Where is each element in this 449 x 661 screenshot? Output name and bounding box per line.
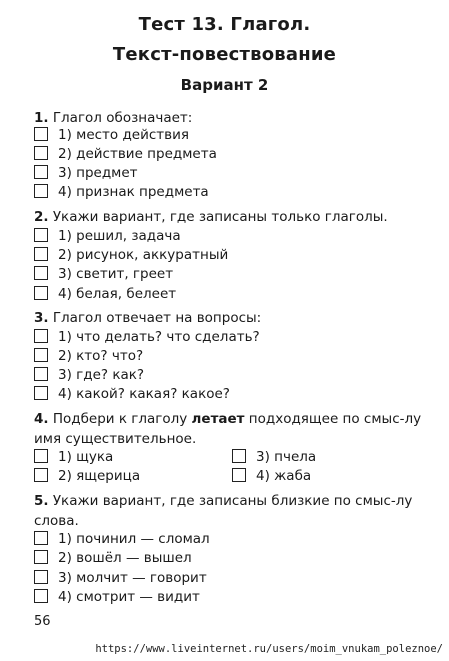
checkbox[interactable] bbox=[34, 550, 48, 564]
option-label: 1) место действия bbox=[58, 127, 190, 143]
option-label: 4) смотрит — видит bbox=[58, 589, 200, 605]
question-number: 4. bbox=[34, 411, 49, 427]
option-label: 4) жаба bbox=[256, 468, 312, 484]
q2-option-3[interactable] bbox=[34, 265, 173, 283]
option-label: 4) признак предмета bbox=[58, 184, 209, 200]
option-label: 1) щука bbox=[58, 449, 114, 465]
checkbox[interactable] bbox=[34, 165, 48, 179]
checkbox[interactable] bbox=[34, 570, 48, 584]
source-url: https://www.liveinternet.ru/users/moim_vnukam_poleznoe/ bbox=[95, 643, 443, 655]
checkbox[interactable] bbox=[34, 266, 48, 280]
question-5 bbox=[34, 491, 429, 531]
q2-option-4[interactable] bbox=[34, 285, 176, 303]
option-label: 4) какой? какая? какое? bbox=[58, 386, 230, 402]
checkbox[interactable] bbox=[34, 228, 48, 242]
question-number: 2. bbox=[34, 209, 49, 225]
page-number: 56 bbox=[34, 614, 51, 629]
checkbox[interactable] bbox=[34, 468, 48, 482]
question-2 bbox=[34, 207, 429, 227]
question-text-after: подходящее по смыс-лу имя существительное. bbox=[34, 411, 422, 447]
question-keyword: летает bbox=[191, 411, 245, 427]
question-text: Укажи вариант, где записаны близкие по смыс-лу слова. bbox=[34, 493, 413, 529]
checkbox[interactable] bbox=[34, 247, 48, 261]
question-number: 5. bbox=[34, 493, 49, 509]
checkbox[interactable] bbox=[34, 146, 48, 160]
option-label: 1) что делать? что сделать? bbox=[58, 329, 260, 345]
q1-option-4[interactable] bbox=[34, 183, 209, 201]
q3-option-2[interactable] bbox=[34, 347, 143, 365]
q5-option-4[interactable] bbox=[34, 588, 200, 606]
q4-option-2[interactable] bbox=[34, 467, 140, 485]
title-line-1: Тест 13. Глагол. bbox=[138, 14, 311, 35]
q2-option-2[interactable] bbox=[34, 246, 228, 264]
checkbox[interactable] bbox=[34, 348, 48, 362]
checkbox[interactable] bbox=[34, 286, 48, 300]
question-text: Глагол обозначает: bbox=[48, 110, 193, 126]
checkbox[interactable] bbox=[34, 367, 48, 381]
q1-option-3[interactable] bbox=[34, 164, 138, 182]
q3-option-1[interactable] bbox=[34, 328, 260, 346]
checkbox[interactable] bbox=[34, 589, 48, 603]
option-label: 2) кто? что? bbox=[58, 348, 144, 364]
q2-option-1[interactable] bbox=[34, 227, 181, 245]
q5-option-1[interactable] bbox=[34, 530, 210, 548]
checkbox[interactable] bbox=[34, 449, 48, 463]
question-text-before: Подбери к глаголу bbox=[48, 411, 192, 427]
checkbox[interactable] bbox=[232, 449, 246, 463]
q3-option-4[interactable] bbox=[34, 385, 230, 403]
variant-heading: Вариант 2 bbox=[180, 76, 269, 94]
question-text: Укажи вариант, где записаны только глаголы. bbox=[48, 209, 388, 225]
checkbox[interactable] bbox=[34, 386, 48, 400]
checkbox[interactable] bbox=[34, 531, 48, 545]
q4-option-4[interactable] bbox=[232, 467, 311, 485]
q4-option-3[interactable] bbox=[232, 448, 316, 466]
option-label: 2) рисунок, аккуратный bbox=[58, 247, 229, 263]
question-1 bbox=[34, 108, 429, 128]
option-label: 2) вошёл — вышел bbox=[58, 550, 192, 566]
question-3 bbox=[34, 308, 429, 328]
checkbox[interactable] bbox=[34, 127, 48, 141]
q5-option-2[interactable] bbox=[34, 549, 192, 567]
option-label: 4) белая, белеет bbox=[58, 286, 177, 302]
checkbox[interactable] bbox=[232, 468, 246, 482]
option-label: 2) ящерица bbox=[58, 468, 141, 484]
question-text: Глагол отвечает на вопросы: bbox=[48, 310, 262, 326]
question-number: 1. bbox=[34, 110, 49, 126]
q3-option-3[interactable] bbox=[34, 366, 144, 384]
checkbox[interactable] bbox=[34, 184, 48, 198]
option-label: 1) починил — сломал bbox=[58, 531, 210, 547]
checkbox[interactable] bbox=[34, 329, 48, 343]
option-label: 3) светит, греет bbox=[58, 266, 174, 282]
q1-option-1[interactable] bbox=[34, 126, 189, 144]
q5-option-3[interactable] bbox=[34, 569, 207, 587]
option-label: 3) молчит — говорит bbox=[58, 570, 207, 586]
option-label: 3) где? как? bbox=[58, 367, 145, 383]
q1-option-2[interactable] bbox=[34, 145, 217, 163]
option-label: 3) предмет bbox=[58, 165, 138, 181]
title-line-2: Текст-повествование bbox=[112, 44, 337, 65]
option-label: 2) действие предмета bbox=[58, 146, 217, 162]
option-label: 3) пчела bbox=[256, 449, 317, 465]
option-label: 1) решил, задача bbox=[58, 228, 181, 244]
question-4 bbox=[34, 409, 429, 449]
question-number: 3. bbox=[34, 310, 49, 326]
q4-option-1[interactable] bbox=[34, 448, 113, 466]
